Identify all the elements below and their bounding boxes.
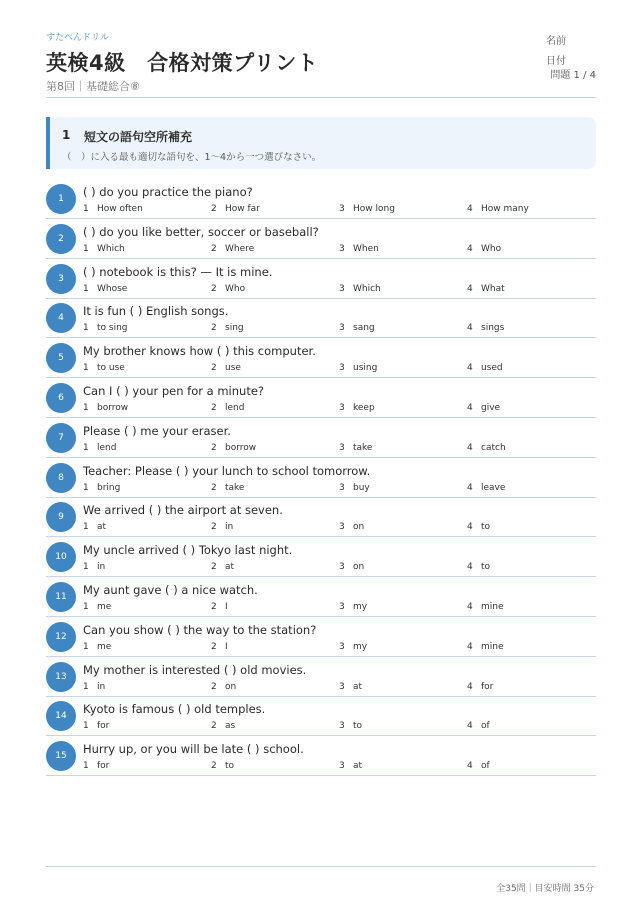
option-number: 4 [467,641,473,652]
answer-option[interactable] [211,682,236,692]
question-number-badge: 9 [46,502,76,532]
footer-summary: 全35問｜目安時間 35分 [496,884,594,894]
option-number: 2 [211,323,217,334]
answer-option[interactable] [211,363,241,373]
option-text: Which [97,243,125,254]
question-text: Hurry up, or you will be late ( ) school. [83,742,304,757]
answer-option[interactable] [339,443,372,453]
option-number: 1 [83,204,89,214]
answer-option[interactable] [211,204,260,214]
option-number: 2 [211,761,217,772]
option-number: 1 [83,641,89,652]
answer-option[interactable] [467,244,501,254]
answer-option[interactable] [83,244,125,254]
option-number: 2 [211,204,217,214]
answer-option[interactable] [467,721,490,731]
page-indicator: 問題 1 / 4 [550,70,596,81]
option-text: at [97,522,107,533]
option-number: 3 [339,363,345,374]
option-text: in [97,562,106,573]
question-item [46,697,596,736]
answer-option[interactable] [211,721,235,731]
question-number-badge: 3 [46,264,76,294]
option-text: using [353,363,378,374]
option-number: 2 [211,482,217,493]
option-number: 4 [467,562,473,573]
option-text: to [225,761,235,772]
option-text: at [225,562,235,573]
answer-option[interactable] [211,403,244,413]
option-text: for [97,761,110,772]
option-text: sing [225,323,244,334]
page-subtitle: 第8回｜基礎総合⑧ [46,80,140,93]
question-number-badge: 2 [46,224,76,254]
option-text: mine [481,641,504,652]
option-text: How long [353,204,395,214]
option-number: 2 [211,601,217,612]
option-number: 2 [211,363,217,374]
option-text: How many [481,204,529,214]
option-text: take [225,482,245,493]
option-number: 4 [467,482,473,493]
option-number: 4 [467,522,473,533]
option-number: 4 [467,601,473,612]
answer-option[interactable] [83,443,116,453]
answer-option[interactable] [83,323,128,333]
question-text: ( ) do you practice the piano? [83,185,253,199]
option-number: 1 [83,363,89,374]
answer-option[interactable] [339,721,362,731]
question-item [46,339,596,378]
option-text: for [481,681,494,692]
answer-option[interactable] [467,483,505,493]
option-number: 1 [83,721,89,732]
option-number: 4 [467,761,473,772]
question-text: It is fun ( ) English songs. [83,304,229,319]
question-text: My aunt gave ( ) a nice watch. [83,582,258,597]
answer-option[interactable] [467,682,493,692]
answer-option[interactable] [339,761,362,771]
footer-divider [46,866,596,867]
question-number-badge: 14 [46,701,76,731]
question-item [46,737,596,776]
option-number: 2 [211,562,217,573]
question-number-badge: 13 [46,662,76,692]
option-number: 2 [211,681,217,692]
question-item [46,419,596,458]
answer-option[interactable] [339,284,381,294]
answer-option[interactable] [83,761,109,771]
option-text: lend [97,442,117,453]
question-text: ( ) do you like better, soccer or baseball? [83,224,319,239]
option-text: Who [225,283,246,294]
option-text: to [481,522,491,533]
answer-option[interactable] [83,284,127,294]
name-label: 名前 [546,36,566,47]
question-item [46,260,596,299]
answer-option[interactable] [467,522,490,532]
question-number-badge: 12 [46,622,76,652]
option-number: 4 [467,204,473,214]
option-number: 3 [339,323,345,334]
answer-option[interactable] [83,642,111,652]
question-item [46,618,596,657]
option-text: Who [481,243,502,254]
answer-option[interactable] [339,244,379,254]
question-list [46,180,596,777]
answer-option[interactable] [339,642,367,652]
answer-option[interactable] [467,403,500,413]
option-text: of [481,761,490,772]
answer-option[interactable] [83,602,111,612]
question-item [46,299,596,338]
option-text: of [481,721,490,732]
option-text: at [353,681,363,692]
answer-option[interactable] [467,642,504,652]
header-divider [46,97,596,98]
question-number-badge: 5 [46,343,76,373]
question-item [46,538,596,577]
option-text: Whose [97,283,128,294]
question-item [46,658,596,697]
question-number-badge: 1 [46,184,76,214]
answer-option[interactable] [211,602,228,612]
option-text: on [225,681,237,692]
section-title: 短文の語句空所補充 [84,130,193,144]
answer-option[interactable] [339,562,364,572]
section-instruction: （ ）に入る最も適切な語句を、1〜4から一つ選びなさい。 [62,152,322,163]
question-item [46,498,596,537]
option-number: 3 [339,402,345,413]
option-number: 4 [467,363,473,374]
option-text: on [353,522,365,533]
answer-option[interactable] [339,602,367,612]
question-number-badge: 15 [46,741,76,771]
option-text: leave [481,482,506,493]
brand-label: すたぺんドリル [46,33,110,43]
option-number: 2 [211,442,217,453]
option-text: I [225,601,228,612]
option-number: 3 [339,243,345,254]
answer-option[interactable] [467,602,504,612]
option-text: my [353,601,368,612]
answer-option[interactable] [339,363,377,373]
question-number-badge: 4 [46,303,76,333]
option-number: 4 [467,681,473,692]
question-text: Can I ( ) your pen for a minute? [83,383,265,398]
option-text: give [481,402,501,413]
option-text: used [481,363,503,374]
option-text: sings [481,323,505,334]
answer-option[interactable] [339,522,364,532]
question-text: Teacher: Please ( ) your lunch to school tomorrow. [83,463,371,478]
option-text: When [353,243,379,254]
question-text: ( ) notebook is this? — It is mine. [83,264,273,279]
question-number-badge: 6 [46,383,76,413]
option-number: 4 [467,323,473,334]
answer-option[interactable] [339,204,395,214]
option-number: 1 [83,761,89,772]
option-text: Where [225,243,255,254]
option-text: to [481,562,491,573]
answer-option[interactable] [83,522,106,532]
option-text: I [225,641,228,652]
option-text: borrow [97,402,129,413]
answer-option[interactable] [467,284,505,294]
option-number: 1 [83,442,89,453]
question-text: My brother knows how ( ) this computer. [83,344,316,359]
option-number: 1 [83,243,89,254]
option-number: 2 [211,243,217,254]
option-text: lend [225,402,245,413]
answer-option[interactable] [211,483,244,493]
option-number: 1 [83,562,89,573]
question-item [46,379,596,418]
answer-option[interactable] [83,363,125,373]
option-number: 3 [339,442,345,453]
option-number: 3 [339,204,345,214]
answer-option[interactable] [339,403,375,413]
question-number-badge: 7 [46,423,76,453]
answer-option[interactable] [211,522,233,532]
answer-option[interactable] [339,682,362,692]
option-number: 1 [83,323,89,334]
question-item [46,459,596,498]
answer-option[interactable] [467,323,504,333]
option-number: 1 [83,402,89,413]
option-number: 2 [211,402,217,413]
option-number: 3 [339,721,345,732]
question-text: My mother is interested ( ) old movies. [83,662,307,677]
option-number: 3 [339,641,345,652]
option-text: How often [97,204,143,214]
option-number: 1 [83,601,89,612]
option-number: 2 [211,721,217,732]
option-number: 3 [339,283,345,294]
answer-option[interactable] [211,284,245,294]
page-title: 英検4級 合格対策プリント [46,51,319,75]
option-text: on [353,562,365,573]
option-text: catch [481,442,506,453]
question-text: Kyoto is famous ( ) old temples. [83,702,266,717]
option-text: as [225,721,236,732]
option-number: 4 [467,243,473,254]
option-number: 3 [339,761,345,772]
answer-option[interactable] [211,244,254,254]
answer-option[interactable] [467,562,490,572]
answer-option[interactable] [83,682,105,692]
option-number: 4 [467,442,473,453]
option-text: me [97,641,112,652]
option-text: me [97,601,112,612]
option-number: 1 [83,482,89,493]
answer-option[interactable] [83,562,105,572]
option-number: 3 [339,482,345,493]
answer-option[interactable] [211,642,228,652]
answer-option[interactable] [467,761,490,771]
option-number: 3 [339,562,345,573]
answer-option[interactable] [467,363,503,373]
option-text: keep [353,402,375,413]
option-number: 4 [467,283,473,294]
question-item [46,578,596,617]
option-text: to use [97,363,125,374]
answer-option[interactable] [211,761,234,771]
answer-option[interactable] [83,204,143,214]
answer-option[interactable] [467,443,506,453]
option-text: in [97,681,106,692]
option-number: 3 [339,522,345,533]
question-item [46,220,596,259]
option-text: bring [97,482,121,493]
option-text: at [353,761,363,772]
answer-option[interactable] [211,443,256,453]
option-number: 2 [211,283,217,294]
answer-option[interactable] [83,403,128,413]
option-text: for [97,721,110,732]
question-number-badge: 11 [46,582,76,612]
answer-option[interactable] [467,204,529,214]
option-number: 2 [211,522,217,533]
answer-option[interactable] [83,483,120,493]
option-number: 1 [83,681,89,692]
option-text: sang [353,323,375,334]
date-label: 日付 [546,56,566,67]
option-number: 3 [339,681,345,692]
answer-option[interactable] [211,323,244,333]
section-number: 1 [62,128,71,142]
question-number-badge: 8 [46,463,76,493]
option-number: 3 [339,601,345,612]
option-text: my [353,641,368,652]
option-text: take [353,442,373,453]
option-text: in [225,522,234,533]
option-number: 1 [83,522,89,533]
option-text: to [353,721,363,732]
answer-option[interactable] [211,562,234,572]
question-text: Please ( ) me your eraser. [83,423,231,438]
option-text: borrow [225,442,257,453]
section-header [46,117,596,169]
option-number: 4 [467,402,473,413]
option-text: to sing [97,323,128,334]
option-text: buy [353,482,370,493]
option-number: 4 [467,721,473,732]
question-item [46,180,596,219]
question-text: We arrived ( ) the airport at seven. [83,503,283,518]
question-number-badge: 10 [46,542,76,572]
option-text: mine [481,601,504,612]
answer-option[interactable] [339,483,370,493]
answer-option[interactable] [83,721,109,731]
option-text: use [225,363,241,374]
option-text: How far [225,204,260,214]
option-number: 1 [83,283,89,294]
option-text: Which [353,283,381,294]
option-text: What [481,283,505,294]
option-number: 2 [211,641,217,652]
question-text: My uncle arrived ( ) Tokyo last night. [83,543,293,558]
answer-option[interactable] [339,323,375,333]
question-text: Can you show ( ) the way to the station? [83,622,317,637]
